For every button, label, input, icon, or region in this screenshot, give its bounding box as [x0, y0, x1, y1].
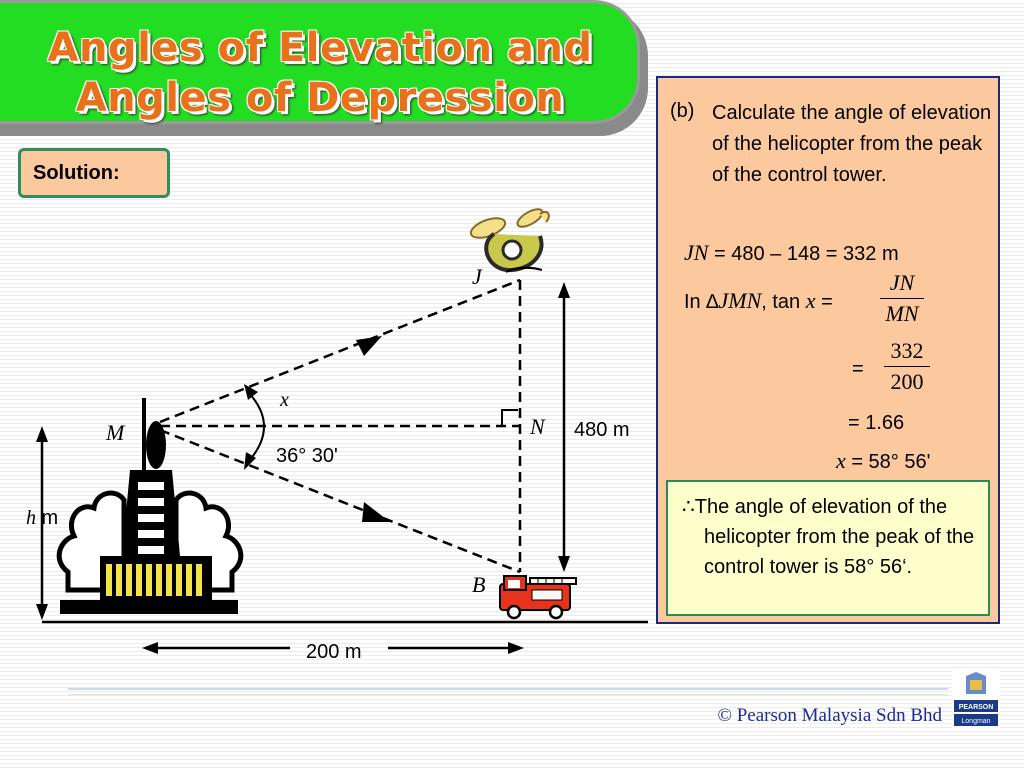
x-var: x — [805, 288, 816, 313]
tan-text: , tan — [761, 291, 806, 313]
fraction-jn-mn — [880, 270, 924, 327]
in-text: In — [684, 291, 707, 313]
footer-divider-2 — [68, 694, 948, 695]
distance-200-label: 200 m — [306, 641, 362, 663]
point-j-label: J — [472, 264, 482, 289]
height-480-label: 480 m — [574, 419, 630, 441]
fraction-denominator: MN — [885, 301, 919, 326]
point-n-label: N — [530, 414, 545, 439]
solution-label: Solution: — [18, 148, 170, 198]
logo-top-text: PEARSON — [958, 704, 994, 711]
triangle-symbol: ∆ — [706, 291, 719, 313]
x-var-2: x — [836, 448, 846, 473]
footer-divider — [68, 688, 948, 690]
question-text: Calculate the angle of elevation of the helicopter from the peak of the control tower. — [712, 102, 992, 186]
jn-equation — [684, 240, 899, 266]
jn-eq: = 480 – 148 = 332 m — [708, 243, 899, 265]
equals-2: = — [852, 358, 864, 380]
fire-truck-icon — [500, 576, 576, 618]
line-of-sight-mj — [160, 280, 520, 422]
height-480-arrow — [558, 282, 570, 572]
result-angle — [836, 448, 930, 474]
title-line-2: Angles of Depression — [75, 75, 565, 121]
triangle-name: JMN — [718, 288, 762, 313]
angle-depression-label: 36° 30' — [276, 445, 338, 467]
pearson-logo-icon — [952, 670, 1000, 728]
logo-bottom-text: Longman — [961, 718, 991, 725]
helicopter-icon — [468, 206, 549, 272]
fraction-numerator: JN — [889, 270, 915, 295]
right-angle-marker — [502, 410, 518, 426]
point-b-label: B — [472, 572, 486, 597]
control-tower-icon — [59, 398, 241, 614]
fraction-denominator-200: 200 — [890, 369, 924, 394]
result-angle-value: = 58° 56' — [845, 451, 931, 473]
fraction-332-200 — [884, 338, 930, 395]
point-m-label: M — [106, 420, 125, 445]
height-h-label: h m — [26, 507, 59, 529]
copyright-text: © Pearson Malaysia Sdn Bhd — [717, 705, 942, 726]
arrowhead-mj — [356, 336, 382, 356]
tan-statement — [684, 288, 833, 314]
title-line-1: Angles of Elevation and — [47, 25, 593, 71]
arrowhead-mb — [362, 502, 390, 522]
angle-x-label: x — [280, 389, 289, 411]
solution-panel — [656, 76, 1000, 624]
conclusion-box: ∴The angle of elevation of the helicopter from the peak of the control tower is 58° 56‘. — [666, 480, 990, 616]
jn-var: JN — [684, 240, 709, 265]
equals: = — [815, 291, 833, 313]
result-tan: = 1.66 — [848, 412, 905, 434]
fraction-numerator-332: 332 — [890, 338, 924, 363]
part-label: (b) — [670, 100, 695, 122]
